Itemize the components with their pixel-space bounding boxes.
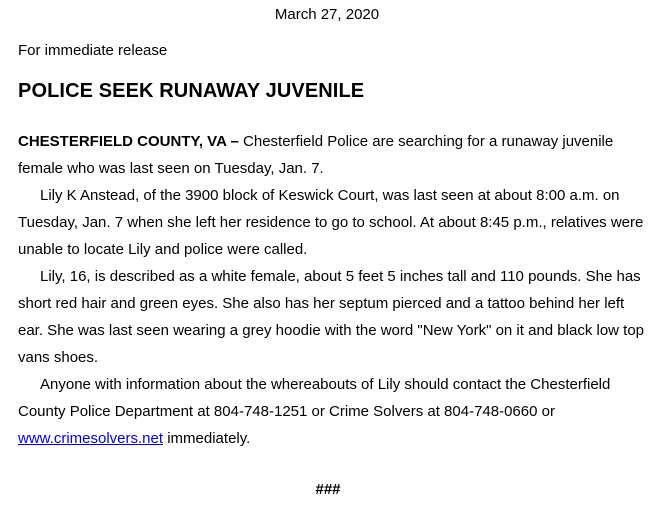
end-mark: ### xyxy=(315,481,341,498)
description-paragraph: Lily, 16, is described as a white female, about 5 feet 5 inches tall and 110 pounds. She has short red hair and green eyes. She also has her septum pierced and a tattoo behind her left ear. She was last seen wearing a grey hoodie with the word "New York" on it and black low top vans shoes. xyxy=(18,268,645,366)
release-date: March 27, 2020 xyxy=(274,6,380,23)
last-seen-paragraph: Lily K Anstead, of the 3900 block of Keswick Court, was last seen at about 8:00 a.m. on Tuesday, Jan. 7 when she left her residence to go to school. At about 8:45 p.m., relatives were unable to locate Lily and police were called. xyxy=(18,187,644,258)
contact-paragraph xyxy=(18,371,650,452)
contact-text: Anyone with information about the whereabouts of Lily should contact the Chesterfield County Police Department at 804-748-1251 or Crime Solvers at 804-748-0660 or xyxy=(18,376,611,420)
release-line: For immediate release xyxy=(18,42,168,59)
dateline: CHESTERFIELD COUNTY, VA – xyxy=(18,133,239,150)
headline: POLICE SEEK RUNAWAY JUVENILE xyxy=(18,80,365,102)
press-release-page xyxy=(18,0,648,505)
intro-paragraph xyxy=(18,128,650,182)
release-body xyxy=(18,128,650,452)
crimesolvers-link[interactable]: www.crimesolvers.net xyxy=(18,430,164,447)
contact-text-end: immediately. xyxy=(163,430,251,447)
intro-text: Chesterfield Police are searching for a runaway juvenile female who was last seen on Tuesday, Jan. 7. xyxy=(18,133,614,177)
